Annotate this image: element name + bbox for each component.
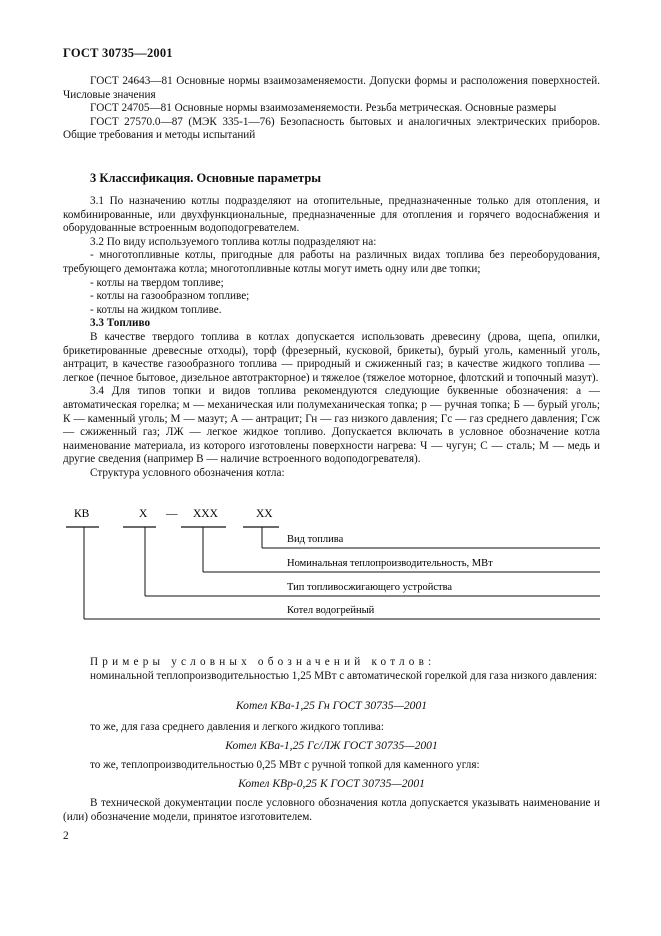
clause-3-3: В качестве твердого топлива в котлах допускается использовать древесину (дрова, щепа, опилки, брикетированные древесные отходы), торф (фрезерный, кусковой, брикеты), бурый уголь, каменный уголь, антрацит, в качестве газообразного топлива — природный и сжиженный газ; в качестве жидкого топлива — легкое (печное бытовое, дизельное автотракторное) и тяжелое (тяжелое моторное, флотский и топочный мазут). xyxy=(63,330,600,384)
examples-block xyxy=(63,656,600,683)
examples-heading: Примеры условных обозначений котлов: xyxy=(90,656,436,668)
list-item: - котлы на газообразном топливе; xyxy=(90,290,250,303)
code-xx: ХХ xyxy=(256,508,273,520)
code-xxx: ХХХ xyxy=(193,508,218,520)
final-paragraph: В технической документации после условного обозначения котла допускается указывать наименование и (или) обозначение модели, принятое изготовителем. xyxy=(63,797,600,823)
normative-references xyxy=(63,75,600,143)
reference-item: ГОСТ 27570.0—87 (МЭК 335-1—76) Безопасность бытовых и аналогичных электрических приборов. Общие требования и методы испытаний xyxy=(63,115,600,142)
list-item: - котлы на жидком топливе. xyxy=(90,303,222,316)
example-3-code: Котел КВр-0,25 К ГОСТ 30735—2001 xyxy=(238,777,425,790)
final-paragraph-block xyxy=(63,797,600,824)
code-x: Х xyxy=(139,508,148,520)
example-3-block xyxy=(63,759,600,773)
designation-structure-diagram xyxy=(0,500,661,630)
list-item: - многотопливные котлы, пригодные для работы на различных видах топлива без переоборудования, требующего демонтажа котла; многотопливные котлы могут иметь одну или две топки; xyxy=(63,249,600,275)
section-heading: 3 Классификация. Основные параметры xyxy=(90,171,322,185)
example-1-text: номинальной теплопроизводительностью 1,25 МВт с автоматической горелкой для газа низкого давления: xyxy=(90,669,598,682)
clause-3-2: 3.2 По виду используемого топлива котлы подразделяют на: xyxy=(90,235,377,248)
page-header-title: ГОСТ 30735—2001 xyxy=(63,46,173,60)
label-capacity: Номинальная теплопроизводительность, МВт xyxy=(287,558,493,569)
label-hot-water-boiler: Котел водогрейный xyxy=(287,605,375,616)
page-number: 2 xyxy=(63,830,69,842)
list-item: - котлы на твердом топливе; xyxy=(90,276,224,289)
clause-3-1: 3.1 По назначению котлы подразделяют на отопительные, предназначенные только для отопления, и комбинированные, или двухфункциональные, предназначенные для отопления и горячего водоснабжения и оборудованные встроенным водоподогревателем. xyxy=(63,195,600,235)
code-kv: КВ xyxy=(74,508,90,520)
code-dash: — xyxy=(166,508,178,520)
example-3-text: то же, теплопроизводительностью 0,25 МВт с ручной топкой для каменного угля: xyxy=(90,759,480,771)
example-2-code: Котел КВа-1,25 Гс/ЛЖ ГОСТ 30735—2001 xyxy=(225,739,438,752)
example-2-block xyxy=(63,721,600,735)
section-body xyxy=(63,195,600,480)
example-1-code: Котел КВа-1,25 Гн ГОСТ 30735—2001 xyxy=(235,699,428,712)
label-fuel-type: Вид топлива xyxy=(287,534,344,545)
clause-3-3-title: 3.3 Топливо xyxy=(90,317,151,330)
reference-item: ГОСТ 24643—81 Основные нормы взаимозаменяемости. Допуски формы и расположения поверхностей. Числовые значения xyxy=(63,75,600,101)
reference-item: ГОСТ 24705—81 Основные нормы взаимозаменяемости. Резьба метрическая. Основные размеры xyxy=(90,102,557,115)
structure-caption: Структура условного обозначения котла: xyxy=(90,466,285,479)
label-burner-type: Тип топливосжигающего устройства xyxy=(287,582,453,593)
example-2-text: то же, для газа среднего давления и легкого жидкого топлива: xyxy=(90,721,384,733)
clause-3-4: 3.4 Для типов топки и видов топлива рекомендуются следующие буквенные обозначения: а — автоматическая горелка; м — механическая или полумеханическая топка; р — ручная топка; Б — бурый уголь; К — каменный уголь; М — мазут; А — антрацит; Гн — газ низкого давления; Гс — газ среднего давления; Гсж — сжиженный газ; ЛЖ — легкое жидкое топливо. Допускается включать в условное обозначение котла наименование материала, из которого изготовлены поверхности нагрева: Ч — чугун; С — сталь; М — медь и другие сведения (например В — наличие встроенного водоподогревателя). xyxy=(63,385,600,466)
